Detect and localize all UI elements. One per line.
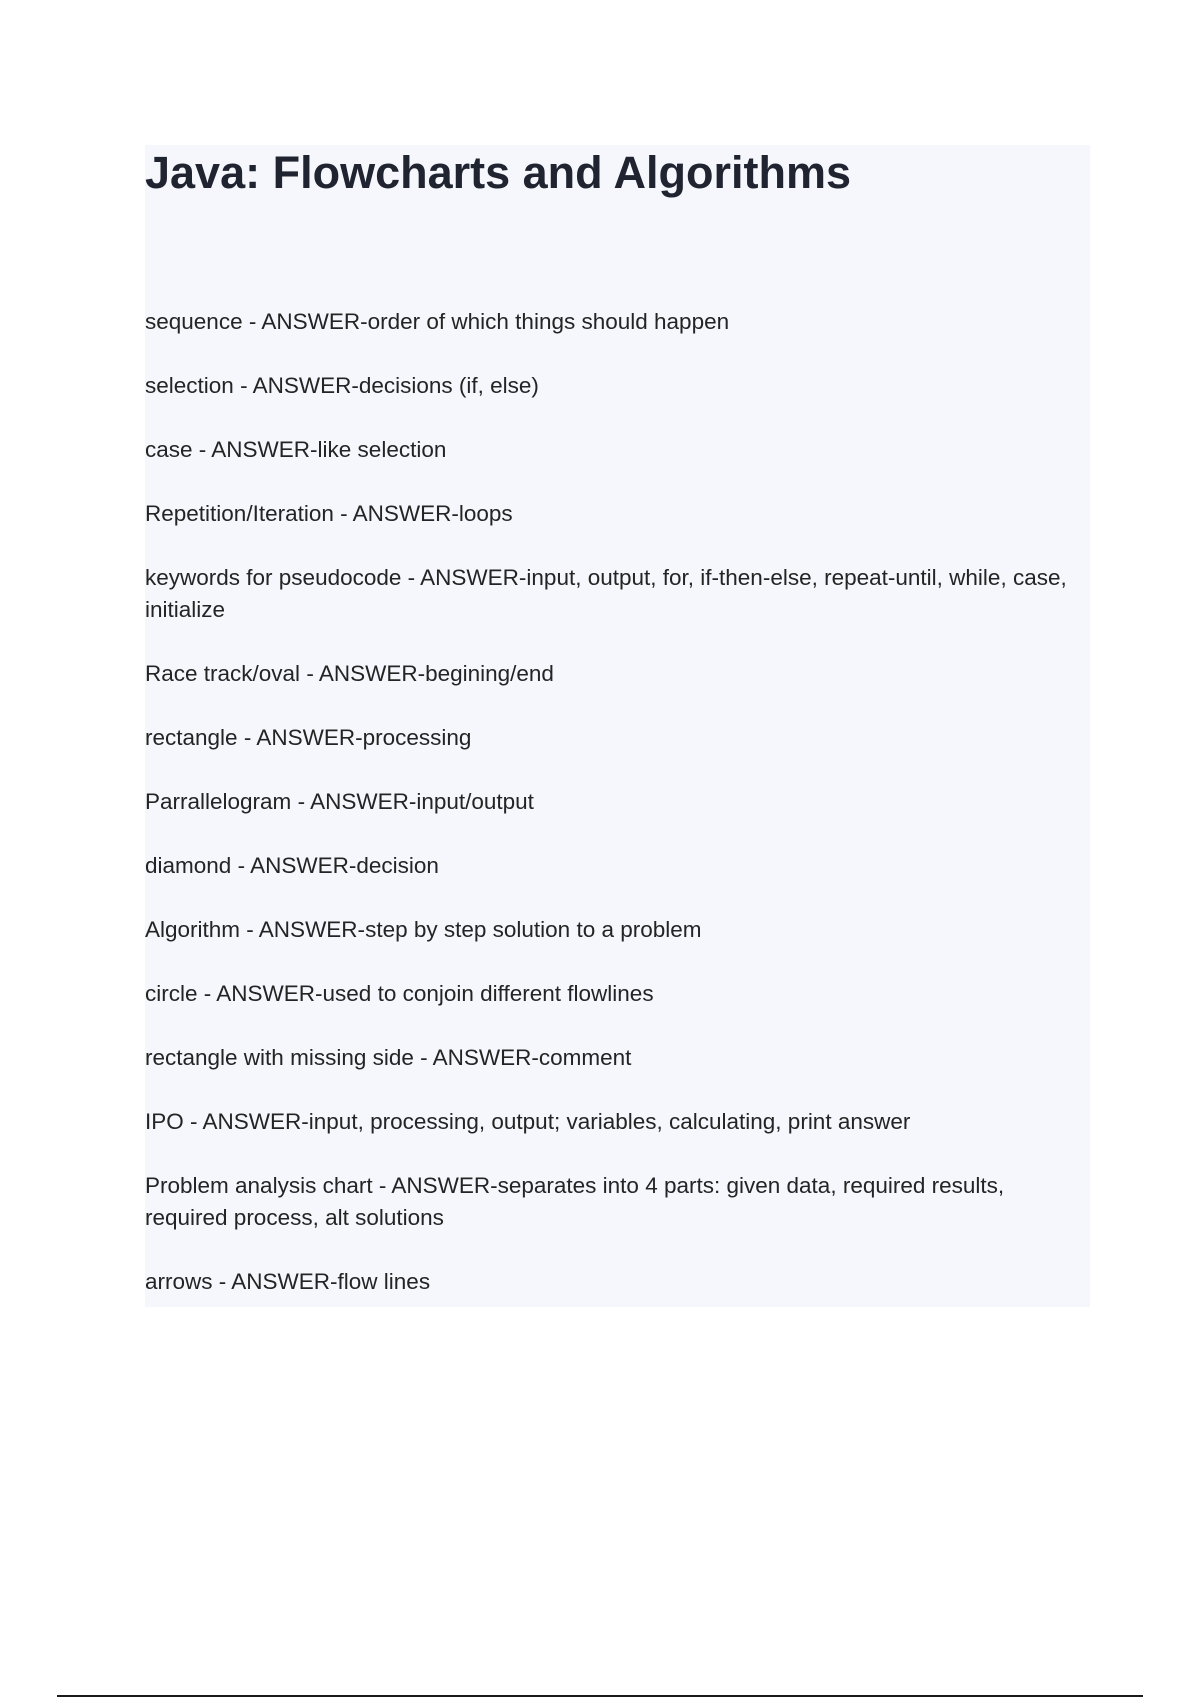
item-separator: - ANSWER- [372, 1173, 498, 1198]
item-answer: input, output, for, if-then-else, repeat-until, while, case, initialize [145, 565, 1067, 622]
item-answer: order of which things should happen [367, 309, 730, 334]
item-term: diamond [145, 853, 232, 878]
item-separator: - ANSWER- [413, 1045, 539, 1070]
item-term: rectangle with missing side [145, 1045, 414, 1070]
document-title: Java: Flowcharts and Algorithms [145, 147, 851, 198]
list-item [145, 722, 1080, 754]
item-separator: - ANSWER- [237, 725, 363, 750]
item-separator: - ANSWER- [240, 917, 366, 942]
list-item [145, 658, 1080, 690]
item-term: Algorithm [145, 917, 241, 942]
item-term: IPO [145, 1109, 184, 1134]
item-term: sequence [145, 309, 243, 334]
item-separator: - ANSWER- [192, 437, 318, 462]
list-item [145, 562, 1080, 626]
item-term: Parrallelogram [145, 789, 292, 814]
list-item [145, 498, 1080, 530]
item-term: keywords for pseudocode [145, 565, 402, 590]
item-answer: begining/end [425, 661, 554, 686]
item-term: Problem analysis chart [145, 1173, 373, 1198]
item-answer: decision [356, 853, 439, 878]
item-separator: - ANSWER- [333, 501, 459, 526]
item-answer: like selection [317, 437, 447, 462]
list-item [145, 306, 1080, 338]
list-item [145, 1106, 1080, 1138]
item-answer: comment [538, 1045, 632, 1070]
footer-divider [57, 1695, 1143, 1697]
item-term: case [145, 437, 193, 462]
item-answer: used to conjoin different flowlines [322, 981, 654, 1006]
item-answer: step by step solution to a problem [365, 917, 702, 942]
item-term: arrows [145, 1269, 213, 1294]
item-term: selection [145, 373, 234, 398]
item-answer: decisions (if, else) [358, 373, 539, 398]
item-separator: - ANSWER- [401, 565, 527, 590]
item-term: rectangle [145, 725, 238, 750]
item-separator: - ANSWER- [197, 981, 323, 1006]
item-answer: loops [458, 501, 513, 526]
item-separator: - ANSWER- [291, 789, 417, 814]
list-item [145, 1170, 1080, 1234]
list-item [145, 1266, 1080, 1298]
item-term: Repetition/Iteration [145, 501, 334, 526]
item-term: circle [145, 981, 198, 1006]
item-separator: - ANSWER- [233, 373, 359, 398]
item-separator: - ANSWER- [212, 1269, 338, 1294]
list-item [145, 850, 1080, 882]
item-separator: - ANSWER- [300, 661, 426, 686]
item-answer: processing [362, 725, 472, 750]
list-item [145, 434, 1080, 466]
item-separator: - ANSWER- [231, 853, 357, 878]
list-item [145, 914, 1080, 946]
list-item [145, 978, 1080, 1010]
item-answer: flow lines [337, 1269, 431, 1294]
qa-list [145, 306, 1080, 1330]
list-item [145, 1042, 1080, 1074]
item-separator: - ANSWER- [242, 309, 368, 334]
item-term: Race track/oval [145, 661, 301, 686]
item-answer: input/output [416, 789, 534, 814]
list-item [145, 370, 1080, 402]
item-separator: - ANSWER- [183, 1109, 309, 1134]
item-answer: input, processing, output; variables, calculating, print answer [308, 1109, 911, 1134]
list-item [145, 786, 1080, 818]
item-answer: separates into 4 parts: given data, required results, required process, alt solutions [145, 1173, 1005, 1230]
